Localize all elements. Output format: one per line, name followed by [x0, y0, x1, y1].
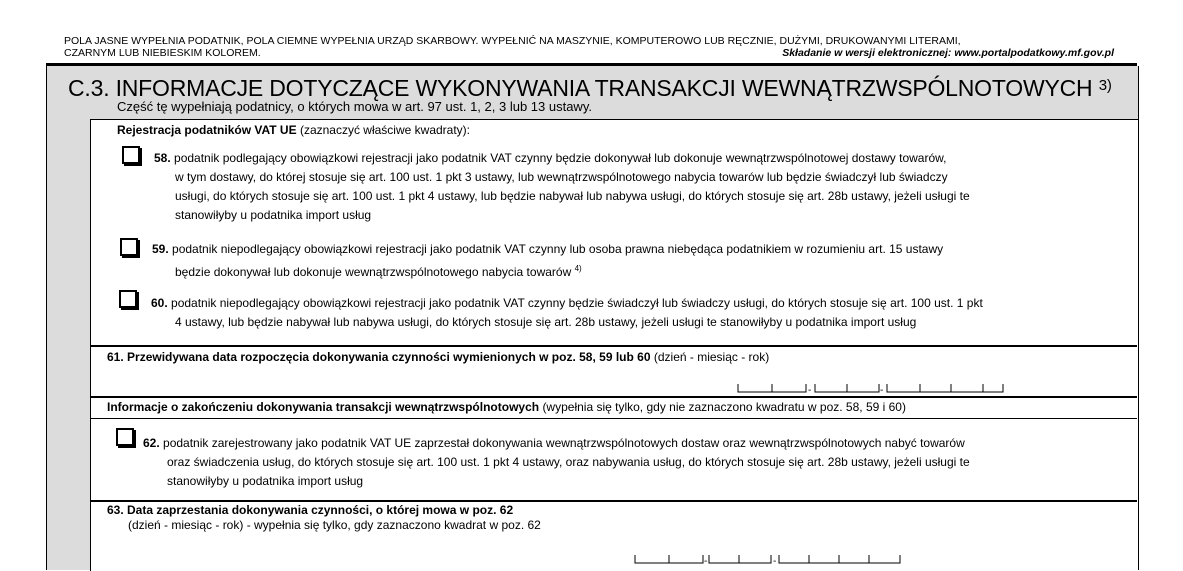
date-61-sep-1: -: [808, 385, 812, 394]
item-58-line-2: w tym dostawy, do której stosuje się art. 100 ust. 1 pkt 3 ustawy, lub wewnątrzwspólnotowego nabycia towarów lub będzie świadczył lub świadczy: [175, 170, 948, 184]
item-59-footnote: 4): [574, 264, 582, 273]
item-59-line-1: podatnik niepodlegający obowiązkowi rejestracji jako podatnik VAT czynny lub osoba prawna niebędąca podatnikiem w rozumieniu art. 15 ustawy: [172, 242, 944, 256]
checkbox-59[interactable]: [120, 238, 138, 256]
item-59-number: 59.: [152, 242, 169, 256]
instructions-line-1: POLA JASNE WYPEŁNIA PODATNIK, POLA CIEMNE WYPEŁNIA URZĄD SKARBOWY. WYPEŁNIĆ NA MASZYNIE, KOMPUTEROWO LUB RĘCZNIE, DUŻYMI, DRUKOWANYMI LITERAMI,: [64, 35, 961, 47]
date-input-61[interactable]: [737, 380, 1007, 394]
checkbox-58[interactable]: [122, 146, 140, 164]
item-59: [152, 240, 1121, 259]
checkbox-62[interactable]: [116, 428, 134, 446]
e-filing-note: Składanie w wersji elektronicznej: www.portalpodatkowy.mf.gov.pl: [782, 47, 1114, 59]
item-60: [151, 294, 1121, 313]
divider-61: [90, 345, 1137, 347]
field-63-title: 63. Data zaprzestania dokonywania czynności, o której mowa w poz. 62: [107, 503, 514, 517]
item-58-line-1: podatnik podlegający obowiązkowi rejestracji jako podatnik VAT czynny będzie dokonywał lub dokonuje wewnątrzwspólnotowej dostawy towarów,: [174, 151, 947, 165]
divider-63: [90, 500, 1137, 502]
end-info-title: Informacje o zakończeniu dokonywania transakcji wewnątrzwspólnotowych: [107, 400, 540, 414]
item-58-line-3: usługi, do których stosuje się art. 100 ust. 1 pkt 4 ustawy, lub będzie nabywał lub nabywa usługi, do których stosuje się art. 28b ustawy, jeżeli usługi te: [175, 189, 970, 203]
end-info-note: (wypełnia się tylko, gdy nie zaznaczono kwadratu w poz. 58, 59 i 60): [542, 400, 906, 414]
item-62-cont: [167, 453, 1121, 491]
date-63-sep-2: -: [773, 556, 777, 565]
item-62-number: 62.: [143, 436, 160, 450]
field-61-label: [107, 348, 769, 367]
item-59-line-2: będzie dokonywał lub dokonuje wewnątrzwspólnotowego nabycia towarów: [175, 265, 572, 279]
section-subtitle: Część tę wypełniają podatnicy, o których mowa w art. 97 ust. 1, 2, 3 lub 13 ustawy.: [117, 99, 592, 114]
item-59-cont: [175, 259, 1121, 282]
registration-heading-note: (zaznaczyć właściwe kwadraty):: [299, 123, 470, 137]
date-63-sep-1: -: [704, 556, 708, 565]
instructions-header: [64, 35, 1114, 59]
item-60-number: 60.: [151, 296, 168, 310]
date-61-sep-2: -: [880, 385, 884, 394]
registration-heading-label: Rejestracja podatników VAT UE: [117, 123, 297, 137]
item-62-line-2: oraz świadczenia usług, do których stosuje się art. 100 ust. 1 pkt 4 ustawy, oraz nabywania usług, do których stosuje się art. 28b ustawy, jeżeli usługi te: [167, 455, 970, 469]
date-input-63[interactable]: [634, 551, 904, 565]
end-info-heading: [107, 398, 906, 417]
field-63-label: [107, 503, 541, 533]
field-61-title: 61. Przewidywana data rozpoczęcia dokonywania czynności wymienionych w poz. 58, 59 lub 60: [107, 350, 651, 364]
section-title-text: C.3. INFORMACJE DOTYCZĄCE WYKONYWANIA TRANSAKCJI WEWNĄTRZWSPÓLNOTOWYCH: [68, 75, 1093, 101]
section-title-footnote: 3): [1098, 77, 1112, 94]
item-62-line-1: podatnik zarejestrowany jako podatnik VAT UE zaprzestał dokonywania wewnątrzwspólnotowych dostaw oraz wewnątrzwspólnotowych nabyć towarów: [163, 436, 965, 450]
item-60-line-2: 4 ustawy, lub będzie nabywał lub nabywa usługi, do których stosuje się art. 28b ustawy, jeżeli usługi te stanowiłyby u podatnika import usług: [175, 315, 917, 329]
item-58-cont: [175, 168, 1121, 225]
item-58-line-4: stanowiłyby u podatnika import usług: [175, 208, 372, 222]
instructions-line-2: CZARNYM LUB NIEBIESKIM KOLOREM.: [64, 47, 261, 59]
field-61-note: (dzień - miesiąc - rok): [653, 350, 770, 364]
item-62: [143, 434, 1121, 453]
field-63-note: (dzień - miesiąc - rok) - wypełnia się tylko, gdy zaznaczono kwadrat w poz. 62: [128, 518, 541, 532]
item-60-cont: [175, 313, 1121, 332]
section-title: [68, 73, 1112, 101]
checkbox-60[interactable]: [119, 290, 137, 308]
divider-62: [90, 418, 1137, 419]
item-58: [154, 149, 1121, 168]
item-62-line-3: stanowiłyby u podatnika import usług: [167, 474, 364, 488]
item-60-line-1: podatnik niepodlegający obowiązkowi rejestracji jako podatnik VAT czynny będzie świadczył lub świadczy usługi, do których stosuje się art. 100 ust. 1 pkt: [171, 296, 983, 310]
item-58-number: 58.: [154, 151, 171, 165]
registration-heading: [117, 121, 470, 140]
